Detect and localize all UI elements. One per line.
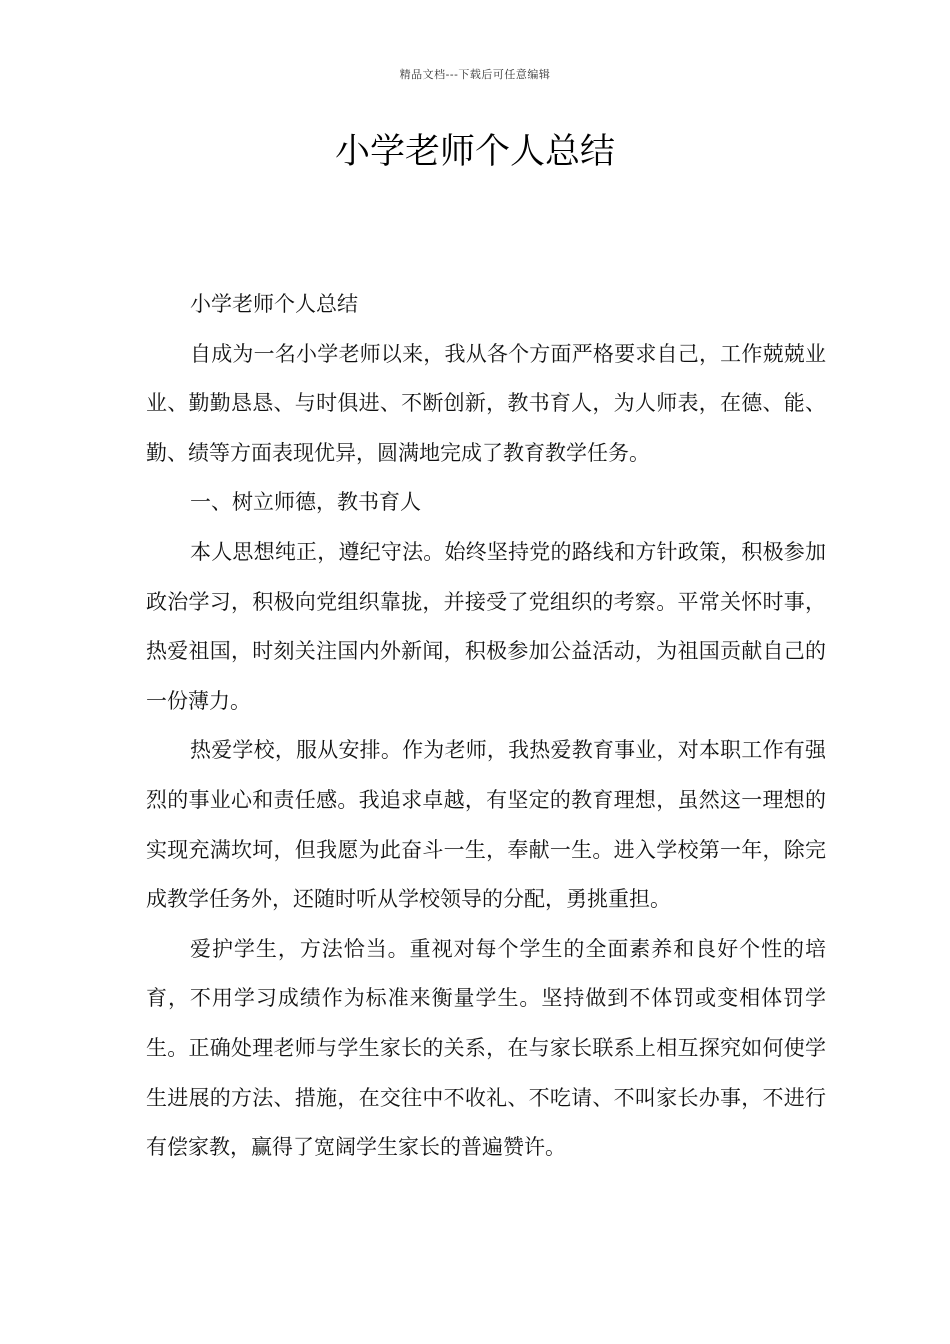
- document-body: [146, 280, 826, 1173]
- paragraph-students: 爱护学生，方法恰当。重视对每个学生的全面素养和良好个性的培育，不用学习成绩作为标准来衡量学生。坚持做到不体罚或变相体罚学生。正确处理老师与学生家长的关系，在与家长联系上相互探究如何使学生进展的方法、措施，在交往中不收礼、不吃请、不叫家长办事，不进行有偿家教，赢得了宽阔学生家长的普遍赞许。: [146, 936, 826, 1160]
- paragraph-intro: 自成为一名小学老师以来，我从各个方面严格要求自己，工作兢兢业业、勤勤恳恳、与时俱进、不断创新，教书育人，为人师表，在德、能、勤、绩等方面表现优异，圆满地完成了教育教学任务。: [146, 341, 826, 465]
- paragraph-subtitle: 小学老师个人总结: [190, 292, 358, 316]
- document-title: 小学老师个人总结: [334, 132, 615, 172]
- section-heading: 一、树立师德，教书育人: [190, 490, 421, 515]
- header-note: 精品文档---下载后可任意编辑: [399, 68, 551, 81]
- paragraph-politics: 本人思想纯正，遵纪守法。始终坚持党的路线和方针政策，积极参加政治学习，积极向党组织靠拢，并接受了党组织的考察。平常关怀时事，热爱祖国，时刻关注国内外新闻，积极参加公益活动，为祖国贡献自己的一份薄力。: [146, 539, 826, 713]
- paragraph-school: 热爱学校，服从安排。作为老师，我热爱教育事业，对本职工作有强烈的事业心和责任感。我追求卓越，有坚定的教育理想，虽然这一理想的实现充满坎坷，但我愿为此奋斗一生，奉献一生。进入学校第一年，除完成教学任务外，还随时听从学校领导的分配，勇挑重担。: [146, 738, 826, 912]
